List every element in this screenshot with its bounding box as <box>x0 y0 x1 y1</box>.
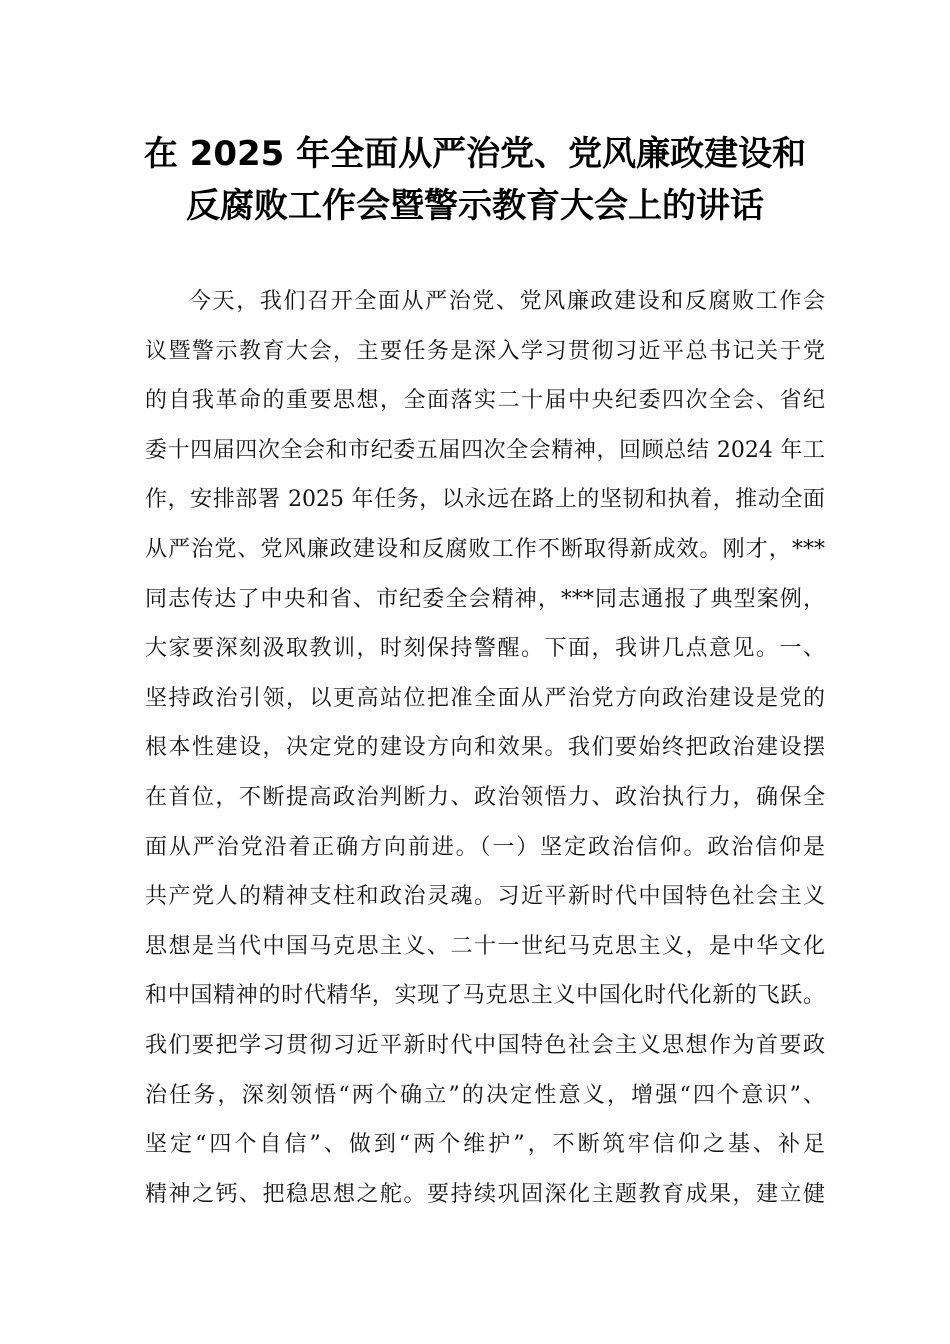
body-line: 思想是当代中国马克思主义、二十一世纪马克思主义，是中华文化 <box>145 933 825 959</box>
body-line: 议暨警示教育大会，主要任务是深入学习贯彻习近平总书记关于党 <box>145 338 825 364</box>
body-line: 委十四届四次全会和市纪委五届四次全会精神，回顾总结 2024 年工 <box>145 437 825 463</box>
body-line: 坚定“四个自信”、做到“两个维护”，不断筑牢信仰之基、补足 <box>145 1132 825 1158</box>
body-line: 治任务，深刻领悟“两个确立”的决定性意义，增强“四个意识”、 <box>145 1082 825 1108</box>
body-line: 根本性建设，决定党的建设方向和效果。我们要始终把政治建设摆 <box>145 735 825 761</box>
body-line: 今天，我们召开全面从严治党、党风廉政建设和反腐败工作会 <box>189 289 825 314</box>
body-line: 作，安排部署 2025 年任务，以永远在路上的坚韧和执着，推动全面 <box>145 487 825 513</box>
body-line: 大家要深刻汲取教训，时刻保持警醒。下面，我讲几点意见。一、 <box>145 636 825 662</box>
body-line: 从严治党、党风廉政建设和反腐败工作不断取得新成效。刚才，*** <box>145 536 825 562</box>
body-line: 在首位，不断提高政治判断力、政治领悟力、政治执行力，确保全 <box>145 784 825 810</box>
body-line: 面从严治党沿着正确方向前进。（一）坚定政治信仰。政治信仰是 <box>145 834 825 860</box>
body-line: 坚持政治引领，以更高站位把准全面从严治党方向政治建设是党的 <box>145 685 825 711</box>
body-line: 同志传达了中央和省、市纪委全会精神，***同志通报了典型案例， <box>145 586 825 612</box>
document-title-line-1: 在 2025 年全面从严治党、党风廉政建设和 <box>143 134 807 174</box>
body-line: 和中国精神的时代精华，实现了马克思主义中国化时代化新的飞跃。 <box>145 983 825 1009</box>
body-line: 的自我革命的重要思想，全面落实二十届中央纪委四次全会、省纪 <box>145 388 825 414</box>
body-line: 我们要把学习贯彻习近平新时代中国特色社会主义思想作为首要政 <box>145 1032 825 1058</box>
document-body <box>145 282 825 1224</box>
body-line: 精神之钙、把稳思想之舵。要持续巩固深化主题教育成果，建立健 <box>145 1181 825 1207</box>
body-line: 共产党人的精神支柱和政治灵魂。习近平新时代中国特色社会主义 <box>145 884 825 910</box>
document-title-line-2: 反腐败工作会暨警示教育大会上的讲话 <box>186 186 764 226</box>
